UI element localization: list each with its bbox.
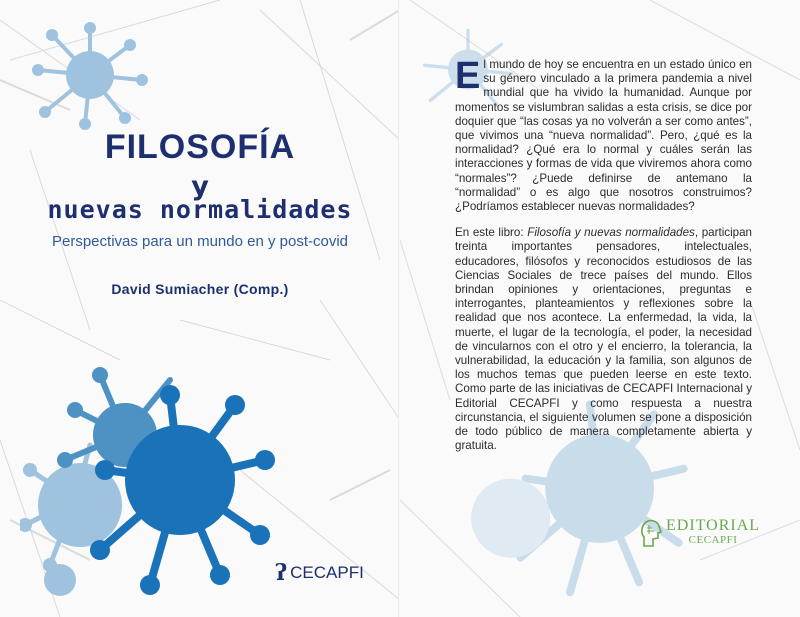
blurb-book-title: Filosofía y nuevas normalidades <box>527 226 695 240</box>
editorial-cecapfi-logo <box>640 518 760 548</box>
blurb-paragraph-2-lead: En este libro: <box>455 226 528 240</box>
drop-cap: E <box>455 55 481 97</box>
blurb-paragraph-1 <box>455 55 752 214</box>
cover-subtitle: Perspectivas para un mundo en y post-covid <box>52 233 348 250</box>
blurb-paragraph-2-rest: , participan treinta importantes pensadores, intelectuales, educadores, filósofos y reconocidos estudiosos de las Ciencias Sociales de trece países del mundo. Ellos brindan opiniones y orientaciones, preguntas e interrogantes, planteamientos y reflexiones sobre la realidad que nos acontece. La enfermedad, la vida, la muerte, el lugar de la tecnología, el poder, la necesidad de vincularnos con el otro y el encierro, la tolerancia, la vulnerabilidad, la educación y la familia, son algunos de los muchos temas que pueden leerse en este texto. Como parte de las iniciativas de CECAPFI Internacional y Editorial CECAPFI y como respuesta a nuestra circunstancia, el siguiente volumen se pone a disposición de todo público de manera completamente abierta y gratuita. <box>455 226 753 453</box>
blurb-paragraph-1-text: l mundo de hoy se encuentra en un estado único en su género vinculado a la primera pandemia a nivel mundial que ha vivido la humanidad. Aunque por momentos se vislumbran salidas a esta crisis, se dice por doquier que “las cosas ya no volverán a ser como antes”, que vivimos una “nueva normalidad”. Pero, ¿qué es la normalidad? ¿Qué era lo normal y cuáles serán las interacciones y formas de vida que viviremos ahora como “normales”? ¿Puede definirse de antemano la “normalidad” o es algo que nosotros construimos? ¿Podríamos establecer nuevas normalidades? <box>455 58 752 214</box>
cecapfi-logo <box>275 560 364 586</box>
cecapfi-logo-text: CECAPFI <box>290 563 364 582</box>
cover-title-line1: FILOSOFÍA <box>104 128 296 166</box>
virus-illustration-top <box>30 20 150 130</box>
virus-illustration-cluster <box>20 350 280 610</box>
editorial-logo-line2: CECAPFI <box>688 534 738 546</box>
cover-title-line3: nuevas normalidades <box>47 195 353 224</box>
editorial-logo-text <box>666 518 760 548</box>
head-profile-icon <box>640 519 662 547</box>
cover-title-line2: y <box>191 171 209 202</box>
back-cover-blurb <box>455 55 753 465</box>
cecapfi-logo-icon: ʔ <box>275 560 288 586</box>
editorial-logo-line1: EDITORIAL <box>666 517 761 534</box>
blurb-paragraph-2 <box>455 226 752 453</box>
cover-author: David Sumiacher (Comp.) <box>111 281 289 297</box>
